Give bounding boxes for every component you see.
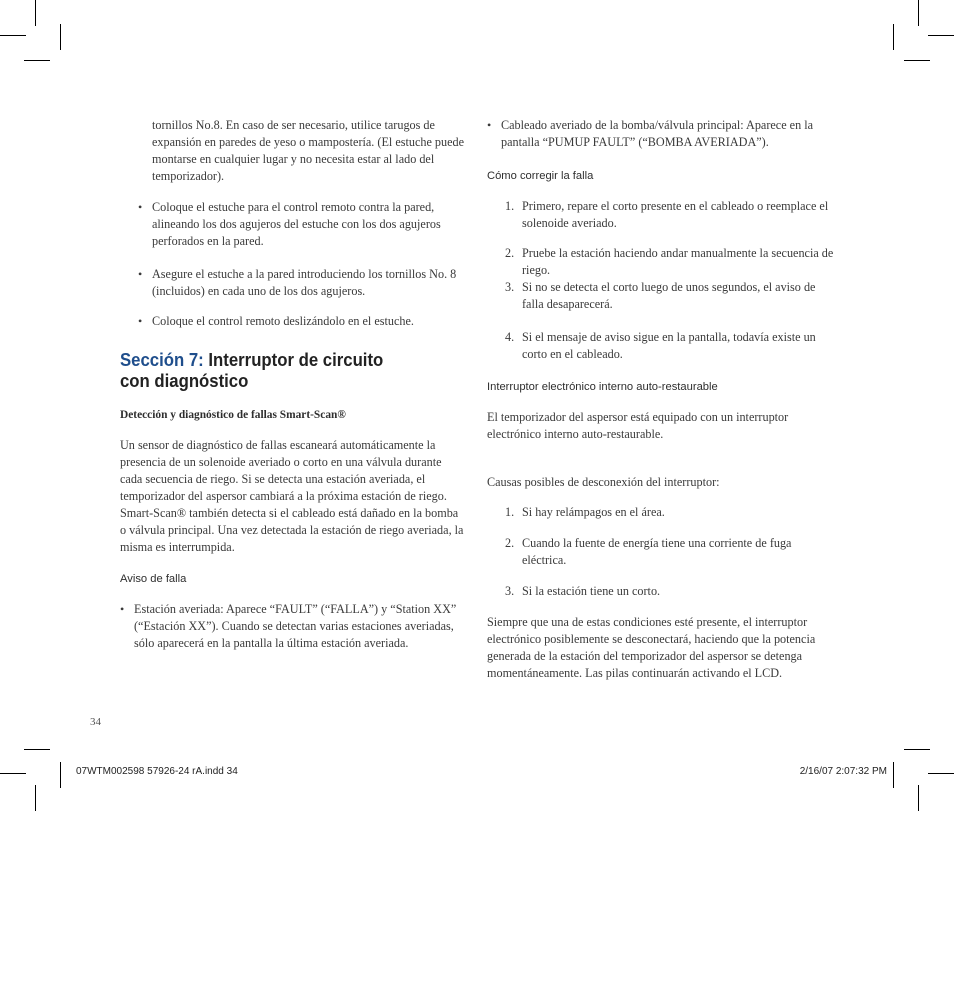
left-column <box>120 117 465 652</box>
crop-mark <box>893 762 894 788</box>
crop-mark <box>0 773 26 774</box>
numbered-item: 2. Cuando la fuente de energía tiene una corriente de fuga eléctrica. <box>505 536 792 567</box>
closing-paragraph: Siempre que una de estas condiciones esté presente, el interruptor electrónico posiblemente se desconectará, haciendo que la potencia generada de la estación del temporizador del aspersor se detenga momentáneamente. Las pilas continuarán activando el LCD. <box>487 615 816 680</box>
crop-mark <box>60 762 61 788</box>
section-title <box>120 350 473 392</box>
crop-mark <box>918 785 919 811</box>
intro-paragraph: Un sensor de diagnóstico de fallas escaneará automáticamente la presencia de un solenoide averiado o corto en una válvula durante cada secuencia de riego. Si se detecta una estación averiada, el temporizador del aspersor cambiará a la próxima estación de riego. Smart-Scan® también detecta si el cableado está dañado en la bomba o válvula principal. Una vez detectada la estación de riego averiada, la misma es interrumpida. <box>120 438 464 554</box>
numbered-item: 3. Si la estación tiene un corto. <box>505 584 661 598</box>
crop-mark <box>0 35 26 36</box>
section-title-line2: con diagnóstico <box>120 371 249 391</box>
list-item: • Cableado averiado de la bomba/válvula principal: Aparece en la pantalla “PUMUP FAULT” (“BOMBA AVERIADA”). <box>487 117 835 151</box>
crop-mark <box>24 60 50 61</box>
right-column <box>487 117 835 682</box>
numbered-item: 2. Pruebe la estación haciendo andar manualmente la secuencia de riego. <box>505 246 834 277</box>
list-item: • Coloque el control remoto deslizándolo en el estuche. <box>138 313 465 330</box>
causas-intro: Causas posibles de desconexión del interruptor: <box>487 475 720 489</box>
continued-paragraph: tornillos No.8. En caso de ser necesario, utilice tarugos de expansión en paredes de yeso o mampostería. (El estuche puede montarse en cualquier lugar y no necesita estar al lado del temporizador). <box>152 118 465 183</box>
section-number: Sección 7: <box>120 350 204 370</box>
aviso-heading: Aviso de falla <box>120 573 187 585</box>
corregir-heading: Cómo corregir la falla <box>487 170 594 182</box>
interruptor-heading: Interruptor electrónico interno auto-restaurable <box>487 381 718 393</box>
slug-line-left: 07WTM002598 57926-24 rA.indd 34 <box>76 766 238 777</box>
crop-mark <box>35 0 36 26</box>
page-number: 34 <box>90 716 101 728</box>
crop-mark <box>35 785 36 811</box>
crop-mark <box>24 749 50 750</box>
crop-mark <box>928 773 954 774</box>
interruptor-paragraph: El temporizador del aspersor está equipado con un interruptor electrónico interno auto-restaurable. <box>487 410 789 441</box>
crop-mark <box>928 35 954 36</box>
crop-mark <box>918 0 919 26</box>
list-item: • Coloque el estuche para el control remoto contra la pared, alineando los dos agujeros del estuche con los dos agujeros perforados en la pared. <box>138 199 465 250</box>
crop-mark <box>893 24 894 50</box>
list-item: • Asegure el estuche a la pared introduciendo los tornillos No. 8 (incluidos) en cada uno de los dos agujeros. <box>138 266 465 300</box>
slug-line-right: 2/16/07 2:07:32 PM <box>799 766 887 777</box>
subheading: Detección y diagnóstico de fallas Smart-Scan® <box>120 409 346 421</box>
numbered-item: 1. Si hay relámpagos en el área. <box>505 505 665 519</box>
crop-mark <box>904 60 930 61</box>
crop-mark <box>904 749 930 750</box>
section-title-line1: Interruptor de circuito <box>208 350 384 370</box>
numbered-item: 3. Si no se detecta el corto luego de unos segundos, el aviso de falla desaparecerá. <box>505 280 816 311</box>
list-item: • Estación averiada: Aparece “FAULT” (“FALLA”) y “Station XX” (“Estación XX”). Cuando se detectan varias estaciones averiadas, sólo aparecerá en la pantalla la última estación averiada. <box>120 601 465 652</box>
numbered-item: 1. Primero, repare el corto presente en el cableado o reemplace el solenoide averiado. <box>505 199 829 230</box>
crop-mark <box>60 24 61 50</box>
numbered-item: 4. Si el mensaje de aviso sigue en la pantalla, todavía existe un corto en el cableado. <box>505 330 816 361</box>
